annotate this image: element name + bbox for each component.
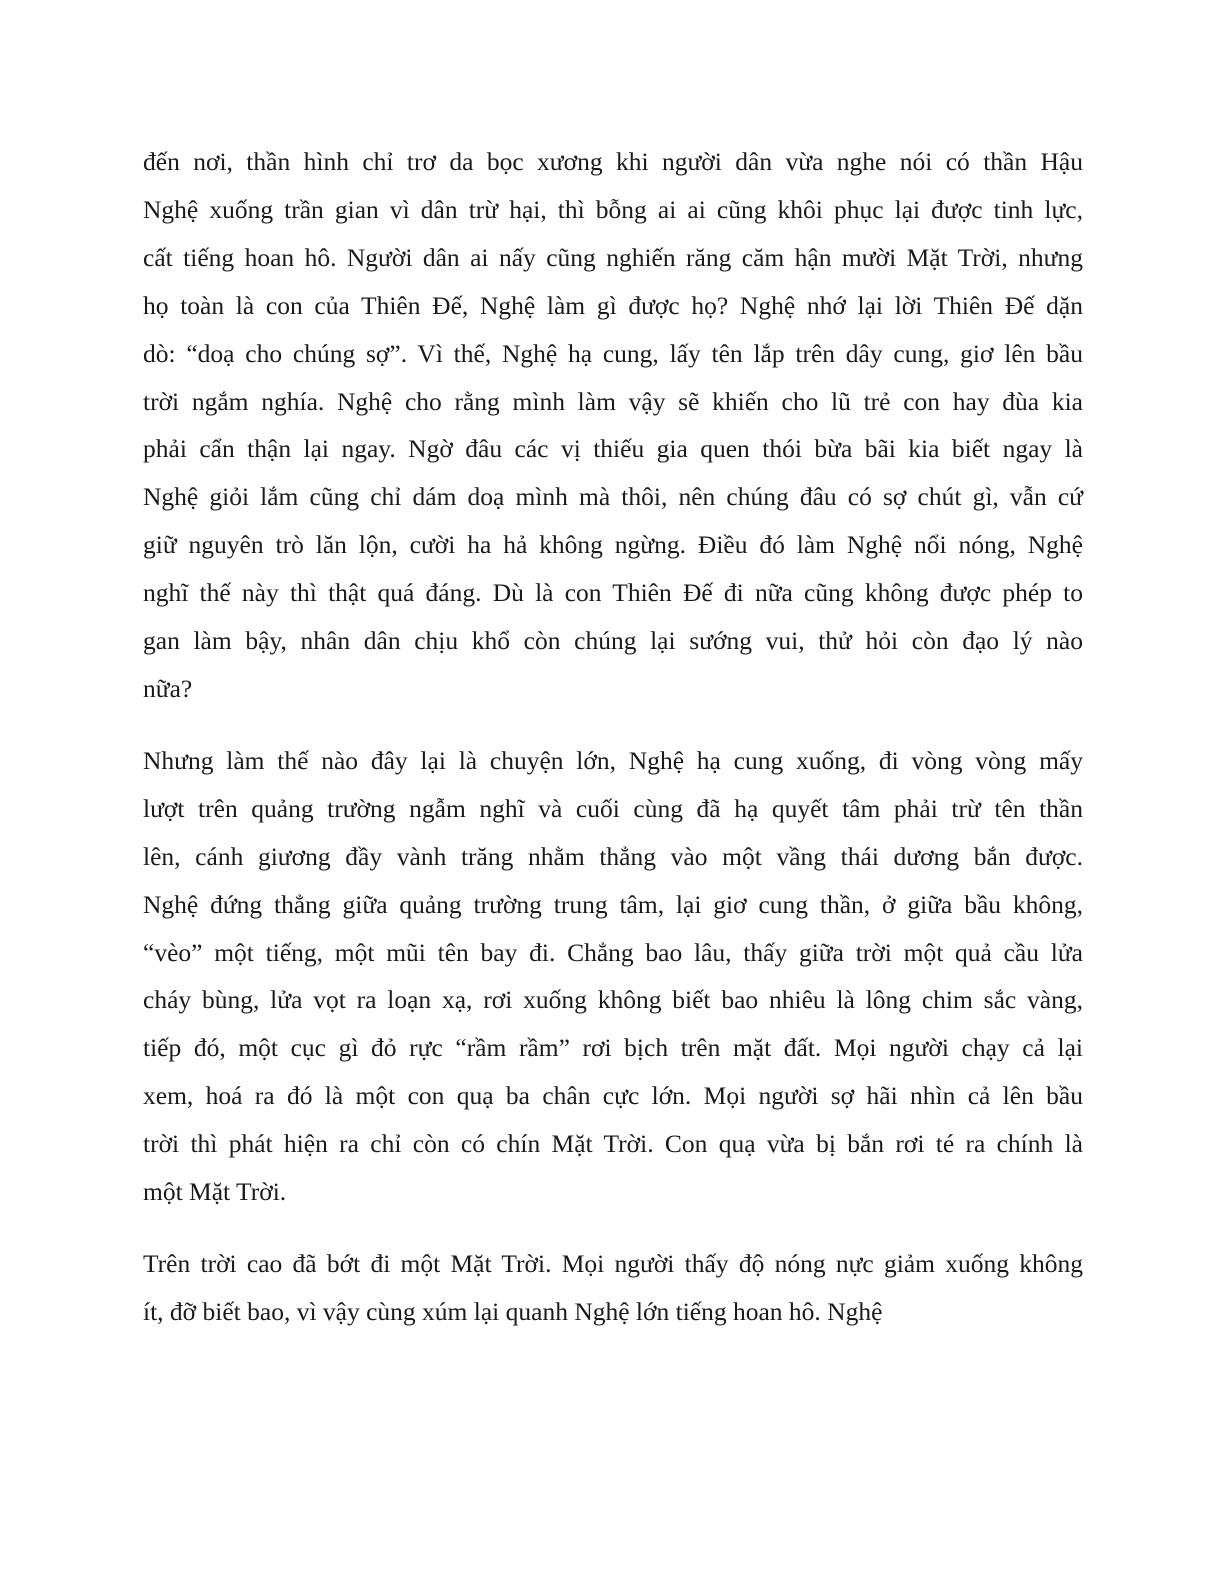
text-line: họ toàn là con của Thiên Đế, Nghệ làm gì được họ? Nghệ nhớ lại lời Thiên Đế dặn (143, 290, 1083, 320)
text-line: cháy bùng, lửa vọt ra loạn xạ, rơi xuống không biết bao nhiêu là lông chim sắc vàng, (143, 985, 1083, 1015)
text-line: Nghệ giỏi lắm cũng chỉ dám doạ mình mà thôi, nên chúng đâu có sợ chút gì, vẫn cứ (143, 482, 1083, 512)
text-line: giữ nguyên trò lăn lộn, cười ha hả không ngừng. Điều đó làm Nghệ nổi nóng, Nghệ (143, 530, 1083, 560)
text-line: tiếp đó, một cục gì đỏ rực “rầm rầm” rơi bịch trên mặt đất. Mọi người chạy cả lại (143, 1033, 1083, 1063)
text-line: trời ngắm nghía. Nghệ cho rằng mình làm vậy sẽ khiến cho lũ trẻ con hay đùa kia (143, 386, 1083, 416)
text-line: “vèo” một tiếng, một mũi tên bay đi. Chẳng bao lâu, thấy giữa trời một quả cầu lửa (143, 937, 1083, 967)
paragraph-1 (143, 138, 1083, 713)
text-line: gan làm bậy, nhân dân chịu khổ còn chúng lại sướng vui, thử hỏi còn đạo lý nào (143, 626, 1083, 656)
text-line: đến nơi, thần hình chỉ trơ da bọc xương khi người dân vừa nghe nói có thần Hậu (143, 147, 1083, 176)
paragraph-3 (143, 1240, 1083, 1336)
text-line: Nhưng làm thế nào đây lại là chuyện lớn, Nghệ hạ cung xuống, đi vòng vòng mấy (143, 745, 1083, 775)
text-line: nghĩ thế này thì thật quá đáng. Dù là con Thiên Đế đi nữa cũng không được phép to (143, 578, 1083, 608)
text-line: lên, cánh giương đầy vành trăng nhằm thẳng vào một vầng thái dương bắn được. (143, 841, 1083, 871)
text-line: nữa? (143, 673, 193, 703)
text-line: cất tiếng hoan hô. Người dân ai nấy cũng nghiến răng căm hận mười Mặt Trời, nhưng (143, 242, 1083, 272)
text-line: Nghệ đứng thẳng giữa quảng trường trung tâm, lại giơ cung thần, ở giữa bầu không, (143, 889, 1083, 919)
paragraph-2 (143, 737, 1083, 1216)
text-line: ít, đỡ biết bao, vì vậy cùng xúm lại quanh Nghệ lớn tiếng hoan hô. Nghệ (143, 1296, 883, 1326)
text-line: dò: “doạ cho chúng sợ”. Vì thế, Nghệ hạ cung, lấy tên lắp trên dây cung, giơ lên bầu (143, 338, 1083, 368)
document-body (143, 138, 1083, 1336)
text-line: lượt trên quảng trường ngẫm nghĩ và cuối cùng đã hạ quyết tâm phải trừ tên thần (143, 793, 1083, 823)
text-line: trời thì phát hiện ra chỉ còn có chín Mặt Trời. Con quạ vừa bị bắn rơi té ra chính là (143, 1129, 1083, 1159)
text-line: xem, hoá ra đó là một con quạ ba chân cực lớn. Mọi người sợ hãi nhìn cả lên bầu (143, 1081, 1083, 1111)
text-line: một Mặt Trời. (143, 1177, 287, 1207)
text-line: Trên trời cao đã bớt đi một Mặt Trời. Mọi người thấy độ nóng nực giảm xuống không (143, 1248, 1083, 1278)
text-line: Nghệ xuống trần gian vì dân trừ hại, thì bỗng ai ai cũng khôi phục lại được tinh lực, (143, 194, 1083, 224)
text-line: phải cẩn thận lại ngay. Ngờ đâu các vị thiếu gia quen thói bừa bãi kia biết ngay là (143, 434, 1083, 464)
